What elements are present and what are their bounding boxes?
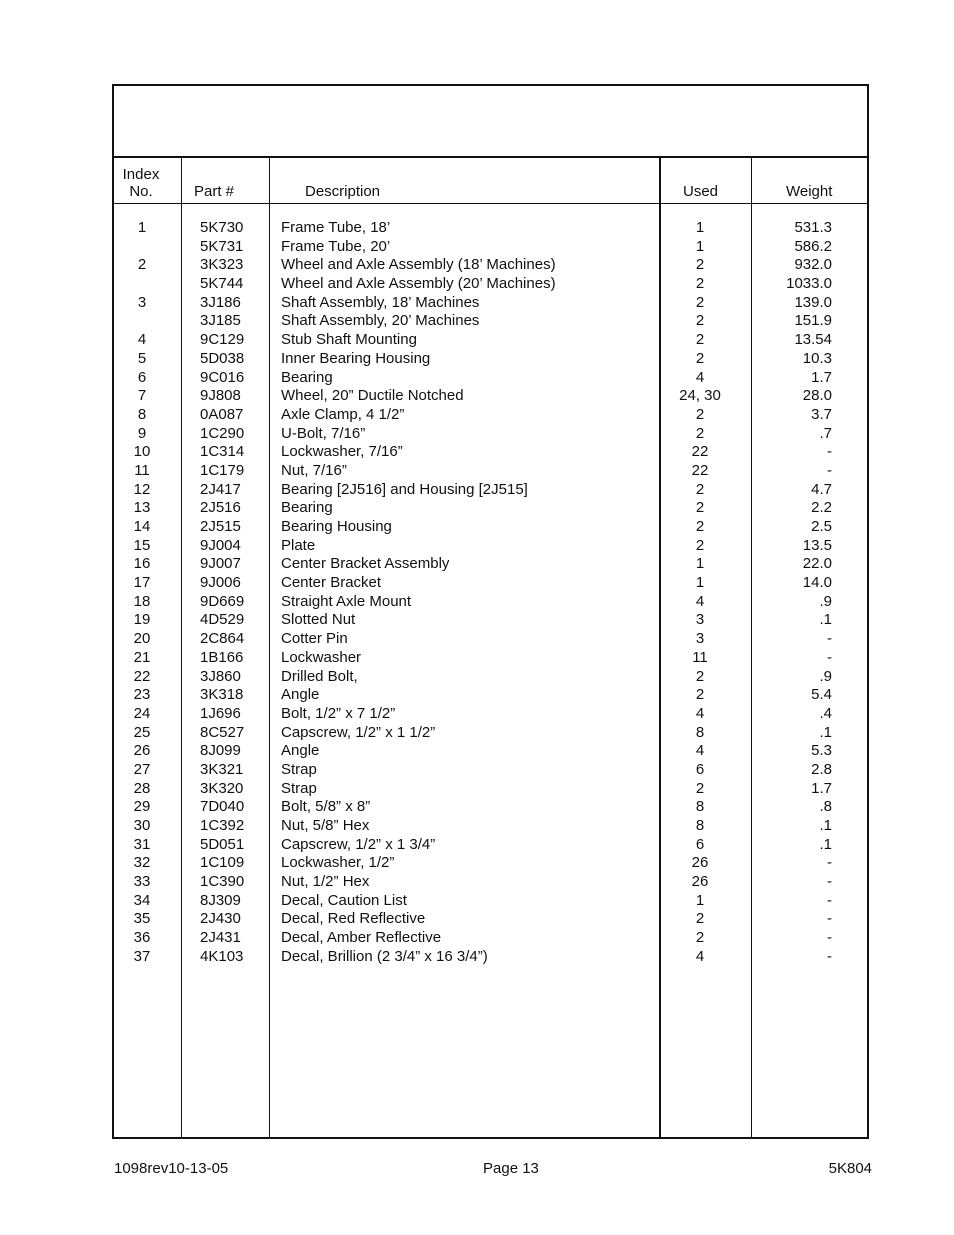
cell-part: 9J007 — [200, 555, 241, 573]
cell-used: 2 — [695, 499, 705, 517]
cell-description: Wheel, 20” Ductile Notched — [281, 387, 464, 405]
cell-part: 9J006 — [200, 574, 241, 592]
cell-part: 4K103 — [200, 947, 244, 965]
cell-part: 3K321 — [200, 760, 244, 778]
cell-used: 2 — [695, 667, 705, 685]
cell-description: Axle Clamp, 4 1/2” — [281, 405, 405, 423]
cell-index: 22 — [133, 667, 151, 685]
cell-used: 2 — [695, 312, 705, 330]
cell-index: 37 — [133, 947, 151, 965]
cell-part: 3K323 — [200, 256, 244, 274]
table-row — [114, 948, 867, 967]
cell-part: 9D669 — [200, 592, 245, 610]
cell-weight: - — [827, 854, 832, 872]
cell-index: 17 — [133, 574, 151, 592]
table-row — [114, 350, 867, 369]
cell-index: 3 — [137, 293, 147, 311]
cell-index: 23 — [133, 686, 151, 704]
cell-description: Strap — [281, 760, 317, 778]
cell-part: 5K730 — [200, 219, 244, 236]
table-row — [114, 724, 867, 743]
cell-index: 13 — [133, 499, 151, 517]
cell-description: Bearing — [281, 499, 333, 517]
cell-weight: - — [827, 873, 832, 891]
cell-used: 2 — [695, 331, 705, 349]
cell-part: 1B166 — [200, 648, 244, 666]
cell-description: Stub Shaft Mounting — [281, 331, 417, 349]
cell-used: 8 — [695, 798, 705, 816]
cell-used: 2 — [695, 256, 705, 274]
cell-used: 4 — [695, 704, 705, 722]
cell-used: 4 — [695, 368, 705, 386]
cell-index: 18 — [133, 592, 151, 610]
cell-weight: .7 — [819, 424, 832, 442]
cell-description: Capscrew, 1/2” x 1 1/2” — [281, 723, 436, 741]
table-row — [114, 854, 867, 873]
table-row — [114, 780, 867, 799]
cell-weight: - — [827, 947, 832, 965]
cell-part: 1C179 — [200, 461, 245, 479]
cell-part: 9C129 — [200, 331, 245, 349]
cell-part: 1C392 — [200, 817, 245, 834]
table-row — [114, 574, 867, 593]
cell-weight: .9 — [819, 667, 832, 685]
cell-part: 1C290 — [200, 424, 245, 442]
cell-used: 8 — [695, 723, 705, 741]
cell-description: Bearing [2J516] and Housing [2J515] — [281, 480, 528, 498]
cell-used: 2 — [695, 779, 705, 797]
cell-index: 10 — [133, 443, 151, 461]
table-row — [114, 836, 867, 855]
table-row — [114, 611, 867, 630]
header-description: Description — [305, 183, 381, 200]
cell-index: 7 — [137, 387, 147, 405]
cell-index: 11 — [134, 461, 150, 479]
table-row — [114, 705, 867, 724]
cell-used: 6 — [695, 835, 705, 853]
cell-used: 4 — [695, 592, 705, 610]
cell-weight: 139.0 — [794, 293, 832, 311]
cell-index: 33 — [133, 873, 151, 891]
cell-weight: .8 — [819, 798, 832, 816]
cell-description: Slotted Nut — [281, 611, 356, 629]
cell-used: 4 — [695, 742, 705, 760]
table-row — [114, 929, 867, 948]
cell-part: 3K318 — [200, 686, 244, 704]
cell-part: 3J186 — [200, 293, 241, 311]
table-row — [114, 798, 867, 817]
cell-used: 2 — [695, 424, 705, 442]
table-row — [114, 555, 867, 574]
cell-weight: 151.9 — [794, 312, 832, 330]
cell-weight: 3.7 — [811, 405, 832, 423]
cell-part: 3J860 — [200, 667, 241, 685]
cell-used: 2 — [695, 929, 705, 947]
cell-description: Cotter Pin — [281, 630, 348, 648]
cell-weight: 1.7 — [811, 368, 832, 386]
cell-index: 19 — [133, 611, 151, 629]
cell-used: 2 — [695, 536, 705, 554]
cell-weight: 5.4 — [811, 686, 832, 704]
cell-used: 26 — [691, 873, 709, 891]
document-code: 5K804 — [828, 1160, 872, 1177]
cell-used: 2 — [695, 405, 705, 423]
cell-description: Bolt, 5/8” x 8” — [281, 798, 371, 816]
table-row — [114, 630, 867, 649]
table-row — [114, 256, 867, 275]
table-row — [114, 892, 867, 911]
parts-table — [112, 84, 869, 1139]
cell-part: 5D051 — [200, 835, 245, 853]
cell-weight: .1 — [819, 817, 832, 834]
cell-index: 24 — [133, 704, 151, 722]
cell-used: 1 — [695, 555, 705, 573]
cell-used: 2 — [695, 349, 705, 367]
table-row — [114, 499, 867, 518]
cell-part: 1C109 — [200, 854, 245, 872]
cell-used: 11 — [692, 648, 708, 666]
cell-part: 2C864 — [200, 630, 245, 648]
cell-used: 1 — [695, 891, 705, 909]
cell-description: Decal, Amber Reflective — [281, 929, 442, 947]
table-row — [114, 518, 867, 537]
cell-part: 3K320 — [200, 779, 244, 797]
cell-index: 5 — [137, 349, 147, 367]
cell-description: Angle — [281, 742, 320, 760]
cell-description: Nut, 1/2” Hex — [281, 873, 370, 891]
cell-weight: 28.0 — [802, 387, 832, 405]
cell-index: 6 — [137, 368, 147, 386]
cell-part: 2J430 — [200, 910, 241, 928]
cell-used: 2 — [695, 293, 705, 311]
cell-description: Decal, Brillion (2 3/4” x 16 3/4”) — [281, 947, 488, 965]
cell-part: 5K744 — [200, 275, 244, 293]
cell-part: 2J431 — [200, 929, 241, 947]
cell-description: Plate — [281, 536, 316, 554]
cell-description: Frame Tube, 20’ — [281, 237, 391, 255]
cell-index: 27 — [133, 760, 151, 778]
cell-description: Wheel and Axle Assembly (20’ Machines) — [281, 275, 556, 293]
header-divider — [114, 203, 867, 204]
cell-weight: - — [827, 910, 832, 928]
cell-part: 2J417 — [200, 480, 241, 498]
title-box — [114, 86, 867, 158]
table-row — [114, 406, 867, 425]
cell-part: 9J004 — [200, 536, 241, 554]
cell-part: 2J516 — [200, 499, 241, 517]
cell-index: 1 — [137, 219, 147, 236]
cell-description: Bolt, 1/2” x 7 1/2” — [281, 704, 396, 722]
header-index-line2: No. — [129, 183, 153, 200]
cell-used: 1 — [695, 237, 705, 255]
table-body — [114, 219, 867, 967]
cell-weight: .1 — [819, 835, 832, 853]
cell-used: 24, 30 — [679, 387, 721, 405]
table-row — [114, 593, 867, 612]
cell-index: 29 — [133, 798, 151, 816]
cell-weight: 14.0 — [802, 574, 832, 592]
cell-used: 3 — [695, 611, 705, 629]
table-row — [114, 425, 867, 444]
table-row — [114, 817, 867, 836]
cell-part: 5D038 — [200, 349, 245, 367]
cell-used: 22 — [691, 461, 709, 479]
cell-description: Frame Tube, 18’ — [281, 219, 391, 236]
table-row — [114, 649, 867, 668]
cell-part: 3J185 — [200, 312, 241, 330]
table-row — [114, 462, 867, 481]
cell-index: 35 — [133, 910, 151, 928]
cell-weight: - — [827, 891, 832, 909]
table-row — [114, 331, 867, 350]
cell-weight: 2.5 — [811, 518, 832, 535]
table-row — [114, 910, 867, 929]
cell-part: 0A087 — [200, 405, 244, 423]
table-row — [114, 873, 867, 892]
table-row — [114, 668, 867, 687]
cell-used: 2 — [695, 275, 705, 293]
cell-description: Bearing — [281, 368, 333, 386]
table-row — [114, 294, 867, 313]
cell-index: 9 — [137, 424, 147, 442]
page-number: Page 13 — [483, 1160, 539, 1177]
cell-index: 34 — [133, 891, 151, 909]
cell-part: 7D040 — [200, 798, 245, 816]
cell-index: 20 — [133, 630, 151, 648]
table-row — [114, 742, 867, 761]
cell-weight: - — [827, 648, 832, 666]
cell-description: Angle — [281, 686, 320, 704]
table-row — [114, 443, 867, 462]
cell-description: Decal, Red Reflective — [281, 910, 426, 928]
cell-part: 9C016 — [200, 368, 245, 386]
cell-used: 2 — [695, 686, 705, 704]
cell-description: Inner Bearing Housing — [281, 349, 431, 367]
cell-description: Decal, Caution List — [281, 891, 407, 909]
cell-weight: - — [827, 443, 832, 461]
cell-weight: 586.2 — [794, 237, 832, 255]
cell-part: 2J515 — [200, 518, 241, 535]
cell-weight: 22.0 — [802, 555, 832, 573]
table-row — [114, 312, 867, 331]
cell-used: 2 — [695, 910, 705, 928]
cell-part: 5K731 — [200, 237, 244, 255]
cell-part: 1C314 — [200, 443, 245, 461]
cell-used: 3 — [695, 630, 705, 648]
cell-description: Shaft Assembly, 18’ Machines — [281, 293, 480, 311]
cell-used: 1 — [695, 219, 705, 236]
cell-part: 1J696 — [200, 704, 241, 722]
cell-weight: 13.5 — [802, 536, 832, 554]
cell-weight: .1 — [819, 611, 832, 629]
table-row — [114, 275, 867, 294]
cell-description: Nut, 5/8” Hex — [281, 817, 370, 834]
cell-index: 15 — [133, 536, 151, 554]
cell-description: Shaft Assembly, 20’ Machines — [281, 312, 480, 330]
cell-index: 21 — [133, 648, 151, 666]
cell-used: 2 — [695, 480, 705, 498]
cell-description: U-Bolt, 7/16” — [281, 424, 366, 442]
cell-description: Wheel and Axle Assembly (18’ Machines) — [281, 256, 556, 274]
cell-description: Lockwasher, 1/2” — [281, 854, 395, 872]
cell-weight: 2.2 — [811, 499, 832, 517]
cell-description: Center Bracket — [281, 574, 382, 592]
cell-weight: - — [827, 461, 832, 479]
cell-description: Center Bracket Assembly — [281, 555, 450, 573]
cell-used: 4 — [695, 947, 705, 965]
cell-weight: .4 — [819, 704, 832, 722]
cell-part: 8C527 — [200, 723, 245, 741]
cell-index: 28 — [133, 779, 151, 797]
header-index-line1: Index — [122, 166, 160, 183]
cell-weight: 10.3 — [802, 349, 832, 367]
cell-index: 2 — [137, 256, 147, 274]
cell-used: 6 — [695, 760, 705, 778]
cell-description: Nut, 7/16” — [281, 461, 347, 479]
cell-index: 31 — [133, 835, 151, 853]
cell-description: Lockwasher — [281, 648, 362, 666]
cell-weight: 2.8 — [811, 760, 832, 778]
table-row — [114, 761, 867, 780]
cell-index: 26 — [133, 742, 151, 760]
cell-weight: 5.3 — [811, 742, 832, 760]
cell-index: 32 — [133, 854, 151, 872]
header-index — [120, 166, 162, 200]
cell-weight: 1033.0 — [786, 275, 832, 293]
cell-used: 2 — [695, 518, 705, 535]
cell-index: 4 — [137, 331, 147, 349]
cell-description: Lockwasher, 7/16” — [281, 443, 403, 461]
table-row — [114, 387, 867, 406]
cell-index: 30 — [133, 817, 151, 834]
cell-used: 26 — [691, 854, 709, 872]
cell-index: 36 — [133, 929, 151, 947]
cell-weight: 13.54 — [794, 331, 832, 349]
cell-part: 9J808 — [200, 387, 241, 405]
table-row — [114, 686, 867, 705]
cell-index: 12 — [133, 480, 151, 498]
cell-used: 1 — [695, 574, 705, 592]
cell-description: Straight Axle Mount — [281, 592, 412, 610]
cell-part: 1C390 — [200, 873, 245, 891]
cell-description: Drilled Bolt, — [281, 667, 358, 685]
cell-index: 14 — [133, 518, 151, 535]
cell-index: 16 — [133, 555, 151, 573]
cell-description: Capscrew, 1/2” x 1 3/4” — [281, 835, 436, 853]
cell-weight: .1 — [819, 723, 832, 741]
table-row — [114, 219, 867, 238]
cell-description: Bearing Housing — [281, 518, 392, 535]
cell-part: 8J309 — [200, 891, 241, 909]
cell-weight: 4.7 — [811, 480, 832, 498]
table-row — [114, 481, 867, 500]
cell-used: 22 — [691, 443, 709, 461]
table-row — [114, 238, 867, 257]
document-revision: 1098rev10-13-05 — [114, 1160, 229, 1177]
cell-weight: .9 — [819, 592, 832, 610]
header-part: Part # — [194, 183, 235, 200]
cell-index: 25 — [133, 723, 151, 741]
cell-weight: - — [827, 929, 832, 947]
cell-weight: 932.0 — [794, 256, 832, 274]
table-row — [114, 369, 867, 388]
cell-weight: 531.3 — [794, 219, 832, 236]
cell-part: 8J099 — [200, 742, 241, 760]
cell-weight: 1.7 — [811, 779, 832, 797]
cell-used: 8 — [695, 817, 705, 834]
cell-description: Strap — [281, 779, 317, 797]
header-weight: Weight — [786, 183, 833, 200]
cell-weight: - — [827, 630, 832, 648]
cell-index: 8 — [137, 405, 147, 423]
header-used: Used — [683, 183, 719, 200]
table-row — [114, 537, 867, 556]
cell-part: 4D529 — [200, 611, 245, 629]
